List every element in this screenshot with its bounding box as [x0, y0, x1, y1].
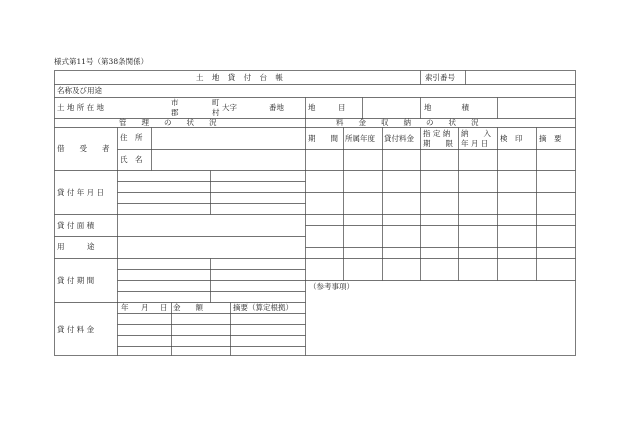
summary-header: 摘 要: [539, 134, 562, 143]
chiseki-label: 地 積: [424, 103, 469, 112]
lend-period-label: 貸 付 期 間: [57, 276, 95, 285]
machi-label: 町: [212, 98, 220, 107]
index-number-field[interactable]: [470, 72, 570, 82]
fiscal-year-header: 所属年度: [345, 134, 375, 143]
location-label: 土 地 所 在 地: [57, 103, 105, 112]
fee-amount-header: 金 額: [173, 303, 203, 312]
fee-year-header: 年: [121, 303, 129, 312]
name-use-label: 名称及び用途: [57, 86, 102, 95]
kanri-section-title: 管 理 の 状 況: [119, 118, 217, 127]
notes-label: （参考事項）: [309, 282, 354, 291]
fee-header: 貸付料金: [384, 134, 414, 143]
lend-date-label: 貸 付 年 月 日: [57, 188, 105, 197]
name-label: 氏 名: [120, 155, 143, 164]
index-number-label: 索引番号: [425, 73, 455, 82]
form-title: 土 地 貸 付 台 帳: [196, 73, 286, 82]
mura-label: 村: [212, 108, 220, 117]
seal-header: 検 印: [500, 134, 523, 143]
form-number: 様式第11号（第38条関係）: [54, 57, 149, 66]
paid-header-top: 納 入: [461, 129, 491, 138]
paid-header-bottom: 年 月 日: [461, 139, 489, 148]
use-label: 用 途: [57, 242, 95, 251]
due-header-top: 指 定 納: [423, 129, 451, 138]
period-header: 期 間: [308, 134, 338, 143]
address-label: 住 所: [120, 133, 143, 142]
due-header-bottom: 期 限: [423, 139, 453, 148]
lend-fee-label: 貸 付 料 金: [57, 325, 95, 334]
fee-summary-header: 摘要（算定根拠）: [233, 303, 293, 312]
lend-area-label: 貸 付 面 積: [57, 221, 95, 230]
fee-day-header: 日: [160, 303, 168, 312]
chimoku-label: 地 目: [308, 103, 346, 112]
gun-label: 郡: [171, 108, 179, 117]
oaza-label: 大字: [222, 103, 237, 112]
shi-label: 市: [171, 98, 179, 107]
banchi-label: 番地: [269, 103, 284, 112]
ryokin-section-title: 料 金 収 納 の 状 況: [336, 118, 479, 127]
borrower-label: 借 受 者: [57, 144, 110, 153]
fee-month-header: 月: [141, 303, 149, 312]
